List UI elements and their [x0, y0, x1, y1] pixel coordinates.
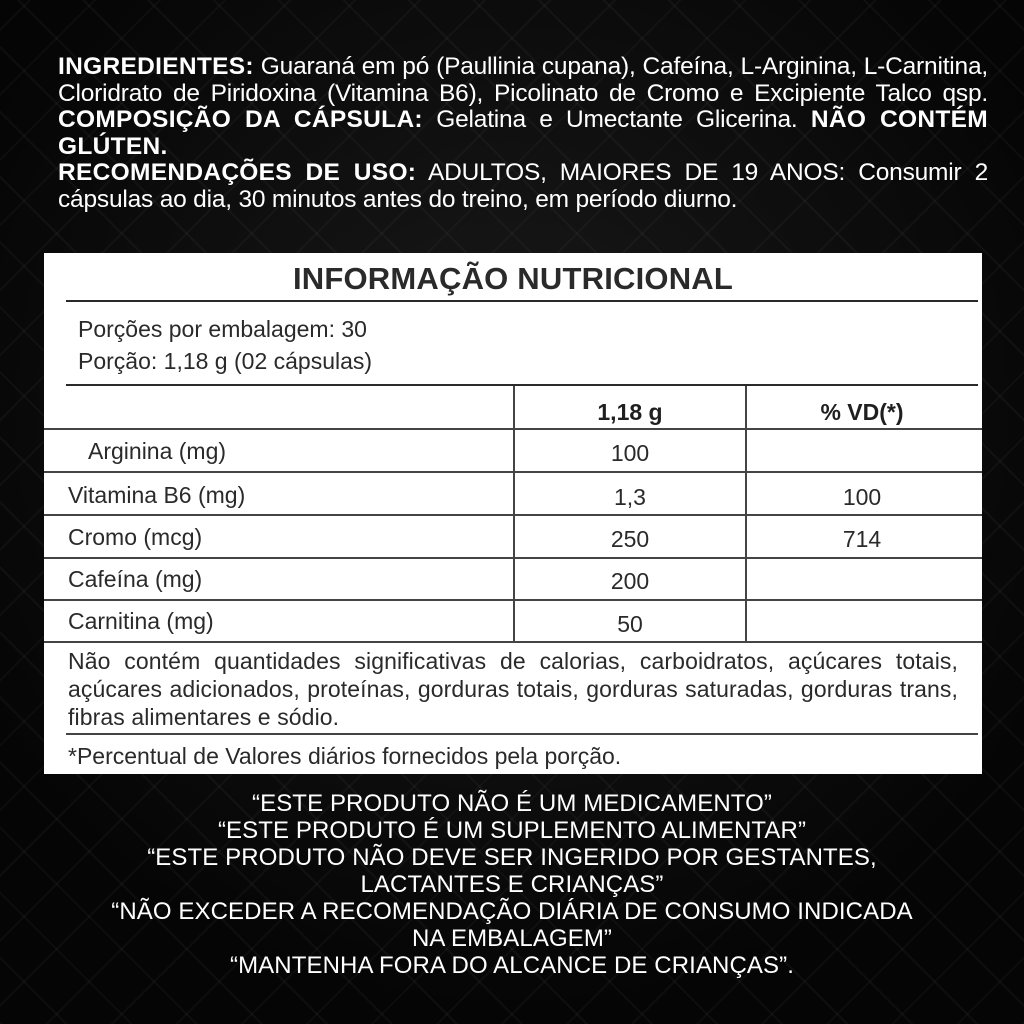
row-divider [66, 733, 978, 735]
warning-line: NA EMBALAGEM” [411, 925, 612, 952]
nutrient-name: Cromo (mcg) [68, 524, 203, 550]
nutrient-name: Vitamina B6 (mg) [68, 482, 246, 508]
nutrition-title: INFORMAÇÃO NUTRICIONAL [292, 261, 734, 296]
nutrient-amount: 200 [610, 568, 650, 594]
nutrient-name: Arginina (mg) [88, 438, 227, 464]
serving-size: Porção: 1,18 g (02 cápsulas) [78, 348, 373, 374]
usage-text: ADULTOS, MAIORES DE 19 ANOS: Consumir 2 cápsulas ao dia, 30 minutos antes do treino, em período diurno. [58, 159, 988, 213]
nutrient-dv: 714 [842, 526, 882, 552]
not-significant-note: Não contém quantidades significativas de calorias, carboidratos, açúcares totais, açúcares adicionados, proteínas, gorduras totais, gorduras saturadas, gorduras trans, fibras alimentares e sódio. [68, 648, 958, 730]
servings-per-package: Porções por embalagem: 30 [78, 316, 367, 342]
warning-line: “ESTE PRODUTO NÃO É UM MEDICAMENTO” [252, 790, 772, 817]
warnings-block [20, 790, 1004, 979]
ingredients-text: Guaraná em pó (Paullinia cupana), Cafeína, L-Arginina, L-Carnitina, Cloridrato de Piridoxina (Vitamina B6), Picolinato de Cromo e Excipiente Talco qsp. [58, 53, 988, 107]
column-header-amount: 1,18 g [597, 399, 663, 425]
row-divider [44, 514, 982, 516]
capsule-text: Gelatina e Umectante Glicerina. [422, 106, 811, 133]
row-divider [44, 599, 982, 601]
ingredients-block [58, 54, 988, 213]
nutrient-dv: 100 [842, 484, 882, 510]
row-divider [44, 557, 982, 559]
dv-footnote: *Percentual de Valores diários fornecidos pela porção. [68, 743, 622, 769]
warning-line: “MANTENHA FORA DO ALCANCE DE CRIANÇAS”. [230, 952, 794, 979]
nutrient-amount: 50 [617, 611, 643, 637]
nutrient-amount: 1,3 [614, 484, 646, 510]
usage-label: RECOMENDAÇÕES DE USO: [58, 159, 417, 186]
warning-line: “NÃO EXCEDER A RECOMENDAÇÃO DIÁRIA DE CONSUMO INDICADA [111, 898, 913, 925]
divider [66, 384, 978, 386]
warning-line: “ESTE PRODUTO É UM SUPLEMENTO ALIMENTAR” [217, 817, 807, 844]
capsule-label: COMPOSIÇÃO DA CÁPSULA: [58, 106, 423, 133]
row-divider [44, 471, 982, 473]
warning-line: “ESTE PRODUTO NÃO DEVE SER INGERIDO POR GESTANTES, [147, 844, 877, 871]
gluten-statement: NÃO CONTÉM GLÚTEN. [58, 106, 989, 160]
nutrient-amount: 100 [610, 440, 650, 466]
nutrient-name: Carnitina (mg) [68, 608, 214, 634]
nutrient-amount: 250 [610, 526, 650, 552]
warning-line: LACTANTES E CRIANÇAS” [360, 871, 664, 898]
nutrition-facts-table [44, 253, 982, 774]
divider [66, 300, 978, 302]
ingredients-label: INGREDIENTES: [58, 53, 254, 80]
row-divider [44, 428, 982, 430]
ingredients-paragraph [58, 54, 988, 160]
row-divider [44, 641, 982, 643]
column-header-dv: % VD(*) [820, 399, 904, 425]
usage-paragraph [58, 160, 988, 213]
nutrient-name: Cafeína (mg) [68, 566, 203, 592]
